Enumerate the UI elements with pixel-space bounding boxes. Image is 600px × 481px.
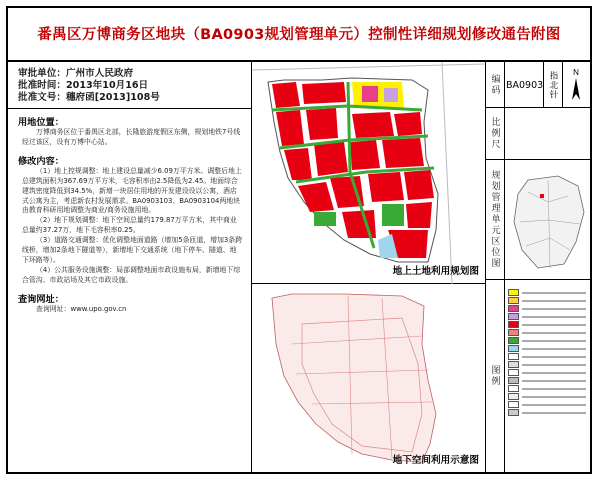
legend-item: [508, 353, 586, 360]
underground-map-graphic: [252, 284, 485, 472]
land-parcel: [362, 86, 378, 102]
content-item-2: （2）地下规划调整：地下空间总量约179.87万平方米，其中商业总量约37.27万，地下毛容积率0.25。: [22, 216, 237, 235]
code-value: BA0903: [506, 80, 544, 91]
underground-map-caption: 地下空间利用示意图: [392, 455, 479, 466]
legend-item: [508, 361, 586, 368]
approval-unit: [18, 68, 251, 80]
location-text: [8, 128, 251, 148]
content-text: [8, 167, 251, 286]
land-parcel: [350, 140, 380, 170]
land-parcel: [302, 82, 346, 104]
north-label: 指北针: [543, 62, 563, 108]
legend-item: [508, 337, 586, 344]
approval-unit-label: 审批单位：: [18, 68, 66, 79]
location-map-label: 规划管理单元区位图: [486, 160, 505, 279]
land-parcel: [352, 112, 394, 138]
legend-item: [508, 321, 586, 328]
underground-map: [252, 284, 485, 472]
land-parcel: [272, 82, 300, 108]
road: [252, 64, 485, 70]
location-marker: [540, 194, 544, 198]
location-heading: 用地位置：: [18, 117, 64, 128]
approval-block: [8, 62, 251, 104]
info-panel: [8, 62, 252, 472]
query-url[interactable]: 查询网址：www.upo.gov.cn: [36, 304, 127, 313]
legend-label: 图例: [486, 280, 505, 472]
location-map-graphic: [508, 172, 588, 272]
poster-frame: [6, 6, 592, 474]
legend-item: [508, 401, 586, 408]
location-map-cell: [486, 160, 591, 280]
land-parcel: [306, 108, 338, 140]
query-heading: 查询网址：: [18, 293, 64, 305]
legend-item: [508, 393, 586, 400]
legend-cell: [486, 280, 591, 472]
scale-cell: [486, 108, 591, 160]
approval-time-label: 批准时间：: [18, 80, 66, 91]
content-heading: 修改内容：: [18, 155, 64, 167]
land-parcel: [404, 170, 434, 200]
approval-doc: [18, 92, 251, 104]
approval-unit-value: 广州市人民政府: [65, 68, 134, 79]
legend-item: [508, 313, 586, 320]
underground-boundary: [272, 294, 436, 462]
land-parcel: [368, 172, 404, 202]
green-space: [382, 204, 404, 226]
code-cell: [486, 62, 591, 108]
code-label: 编码: [486, 62, 505, 107]
land-use-map-caption: 地上土地利用规划图: [392, 266, 479, 277]
content-item-1: （1）地上控规调整：地上建设总量减少6.09万平方米。调整后地上总建筑面积为367.69万平方米，毛容积率由2.5降低为2.45。地面综合建筑密度降低到34.5%，新增一块居住用地的开发建设设以公寓，酒店式公寓为主，考虑新农村发展需求。BA0903103、BA0903104两地块由教育科研用地调整为商业/商务设施用地。: [22, 166, 242, 215]
green-space: [314, 212, 336, 226]
legend-item: [508, 409, 586, 416]
legend-item: [508, 345, 586, 352]
legend-item: [508, 377, 586, 384]
query-text: [8, 305, 251, 315]
legend-item: [508, 385, 586, 392]
side-panel: [485, 62, 590, 472]
approval-time: [18, 80, 251, 92]
land-parcel: [406, 202, 432, 228]
land-use-map: [252, 62, 485, 284]
legend-item: [508, 329, 586, 336]
scale-label: 比例尺: [486, 108, 505, 159]
legend-item: [508, 297, 586, 304]
road: [442, 62, 452, 284]
content-item-3: （3）道路交通调整：优化调整地面道路（增加5条匝道，增加3条跨线桥，增加2条地下隧道等），新增地下交通系统（地下停车、隧道、地下环路等）。: [22, 236, 243, 264]
north-letter: N: [573, 68, 579, 77]
maps-panel: [252, 62, 485, 472]
legend-item: [508, 289, 586, 296]
legend-item: [508, 305, 586, 312]
legend-list: [508, 288, 586, 417]
land-use-map-graphic: [252, 62, 485, 284]
approval-time-value: 2013年10月16日: [65, 80, 149, 91]
land-parcel: [384, 88, 398, 102]
north-arrow-icon: [564, 66, 588, 104]
approval-doc-label: 批准文号：: [18, 92, 66, 103]
land-parcel: [382, 138, 424, 168]
land-parcel: [314, 142, 348, 176]
content-item-4: （4）公共服务设施调整：局部调整地面市政设施布局，新增地下综合管沟、市政站场及其它市政设施。: [22, 265, 241, 284]
page-title: 番禺区万博商务区地块（BA0903规划管理单元）控制性详细规划修改通告附图: [8, 8, 590, 62]
land-parcel: [394, 112, 422, 136]
legend-item: [508, 369, 586, 376]
location-paragraph: 万博商务区位于番禺区北部，长隆旅游度假区东侧，规划地铁7号线经过该区，设有万博中心站。: [22, 128, 241, 146]
approval-doc-value: 穗府函[2013]108号: [65, 92, 160, 103]
